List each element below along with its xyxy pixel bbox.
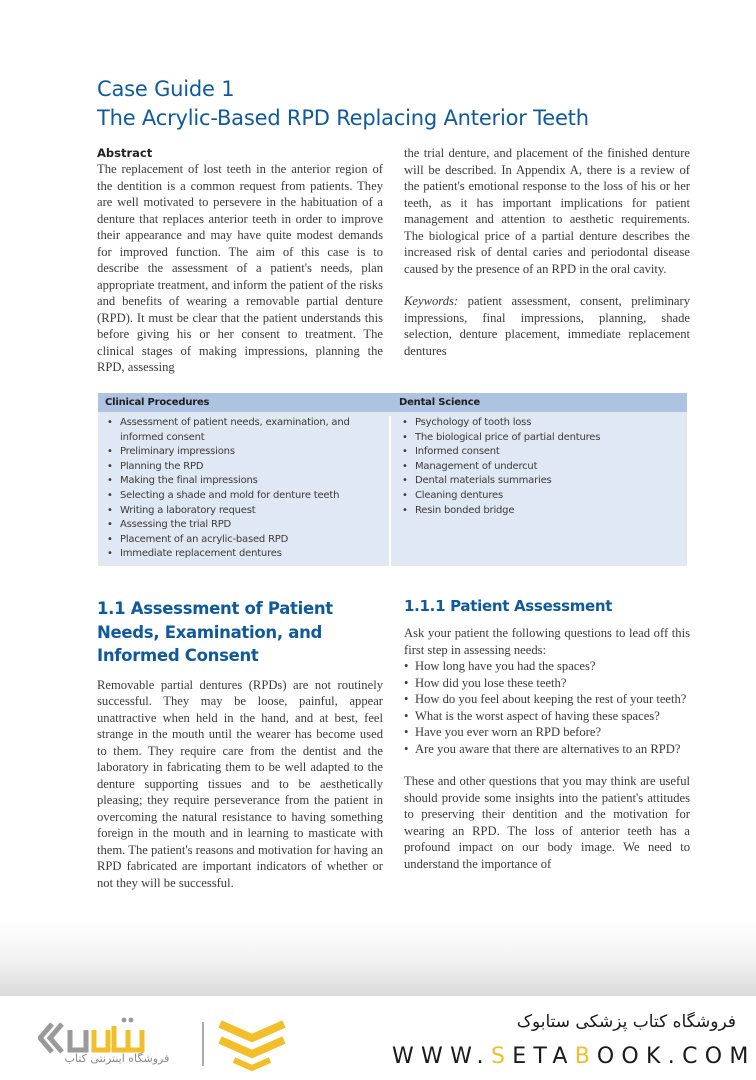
clinical-procedures-header: Clinical Procedures: [105, 397, 210, 408]
assessment-intro: Ask your patient the following questions to lead off this first step in assessing needs:: [404, 626, 690, 657]
section-1-1-1-heading: 1.1.1 Patient Assessment: [404, 597, 613, 615]
table-body: [98, 412, 687, 566]
case-guide-title: The Acrylic-Based RPD Replacing Anterior Teeth: [97, 106, 589, 130]
list-item: • Informed consent: [401, 445, 687, 460]
list-item: • Immediate replacement dentures: [106, 547, 389, 562]
list-item: • Preliminary impressions: [106, 445, 389, 460]
section-1-1-text: Removable partial dentures (RPDs) are not routinely successful. They may be loose, painful, appear unattractive when held in the hand, and at best, feel strange in the mouth until the wearer has become used to them. They require care from the dentist and the laboratory in fabricating them to be well adapted to the denture supporting tissues and to be aesthetically pleasing; they require perseverance from the patient in overcoming the natural resistance to having something foreign in the mouth and in learning to masticate with them. The patient's reasons and motivation for having an RPD fabricated are important indicators of whether or not they will be successful.: [97, 677, 383, 890]
list-item: • Making the final impressions: [106, 474, 389, 489]
section-1-1-1: [404, 596, 690, 872]
keywords-text: patient assessment, consent, preliminary impressions, final impressions, planning, shade selection, denture placement, immediate replacement dentures: [404, 294, 690, 358]
store-name: فروشگاه کتاب پزشکی ستابوک: [516, 1012, 736, 1032]
page-title: [97, 75, 697, 133]
store-url: WWW.SETABOOK.COM: [392, 1044, 756, 1069]
case-guide-label: Case Guide 1: [97, 77, 235, 101]
abstract-text-part2: the trial denture, and placement of the finished denture will be described. In Appendix A, there is a review of the patient's emotional response to the loss of his or her teeth, as it has important implications for patient management and attention to aesthetic requirements. The biological price of a partial denture describes the increased risk of dental caries and periodontal disease caused by the presence of an RPD in the oral cavity.: [404, 146, 690, 276]
list-item: • Resin bonded bridge: [401, 504, 687, 519]
section-1-1-heading: 1.1 Assessment of Patient Needs, Examination, and Informed Consent: [97, 599, 333, 665]
dental-science-header: Dental Science: [399, 397, 481, 408]
assessment-text: These and other questions that you may think are useful should provide some insights into the patient's attitudes to preserving their dentition and the motivation for wearing an RPD. The loss of anterior teeth has a profound impact on our body image. We need to understand the importance of: [404, 774, 690, 871]
table-header-row: [98, 393, 687, 412]
abstract-text-part1: The replacement of lost teeth in the anterior region of the dentition is a common request from patients. They are well motivated to persevere in the habituation of a denture that replaces anterior teeth in order to improve their appearance and may have quite modest demands for improved function. The aim of this case is to describe the assessment of a patient's needs, plan appropriate treatment, and inform the patient of the risks and benefits of wearing a removable partial denture (RPD). It must be clear that the patient understands this before giving his or her consent to treatment. The clinical stages of making impressions, planning the RPD, assessing: [97, 162, 383, 374]
assessment-questions: [404, 658, 690, 757]
logo-subtitle: فروشگاه اینترنتی کتاب: [64, 1052, 170, 1065]
list-item: • Writing a laboratory request: [106, 504, 389, 519]
list-item: • Dental materials summaries: [401, 474, 687, 489]
list-item: • Selecting a shade and mold for denture teeth: [106, 489, 389, 504]
topics-table: [98, 393, 687, 566]
question-item: • How did you lose these teeth?: [404, 675, 690, 692]
list-item: • Management of undercut: [401, 460, 687, 475]
abstract-left-column: [97, 145, 383, 376]
list-item: • Planning the RPD: [106, 460, 389, 475]
dental-science-column: [391, 416, 687, 566]
abstract-right-column: [404, 145, 690, 359]
list-item: • Assessment of patient needs, examination, and informed consent: [106, 416, 389, 445]
list-item: • Assessing the trial RPD: [106, 518, 389, 533]
question-item: • How long have you had the spaces?: [404, 658, 690, 675]
page-bottom-shadow: [0, 920, 756, 1000]
question-item: • What is the worst aspect of having these spaces?: [404, 708, 690, 725]
list-item: • Cleaning dentures: [401, 489, 687, 504]
list-item: • Psychology of tooth loss: [401, 416, 687, 431]
keywords: [404, 293, 690, 359]
abstract-heading: Abstract: [97, 146, 153, 160]
section-1-1: [97, 597, 383, 891]
question-item: • How do you feel about keeping the rest of your teeth?: [404, 691, 690, 708]
clinical-procedures-column: [98, 416, 391, 566]
keywords-label: Keywords:: [404, 294, 459, 308]
list-item: • Placement of an acrylic-based RPD: [106, 533, 389, 548]
question-item: • Have you ever worn an RPD before?: [404, 724, 690, 741]
question-item: • Are you aware that there are alternatives to an RPD?: [404, 741, 690, 758]
list-item: • The biological price of partial dentures: [401, 431, 687, 446]
